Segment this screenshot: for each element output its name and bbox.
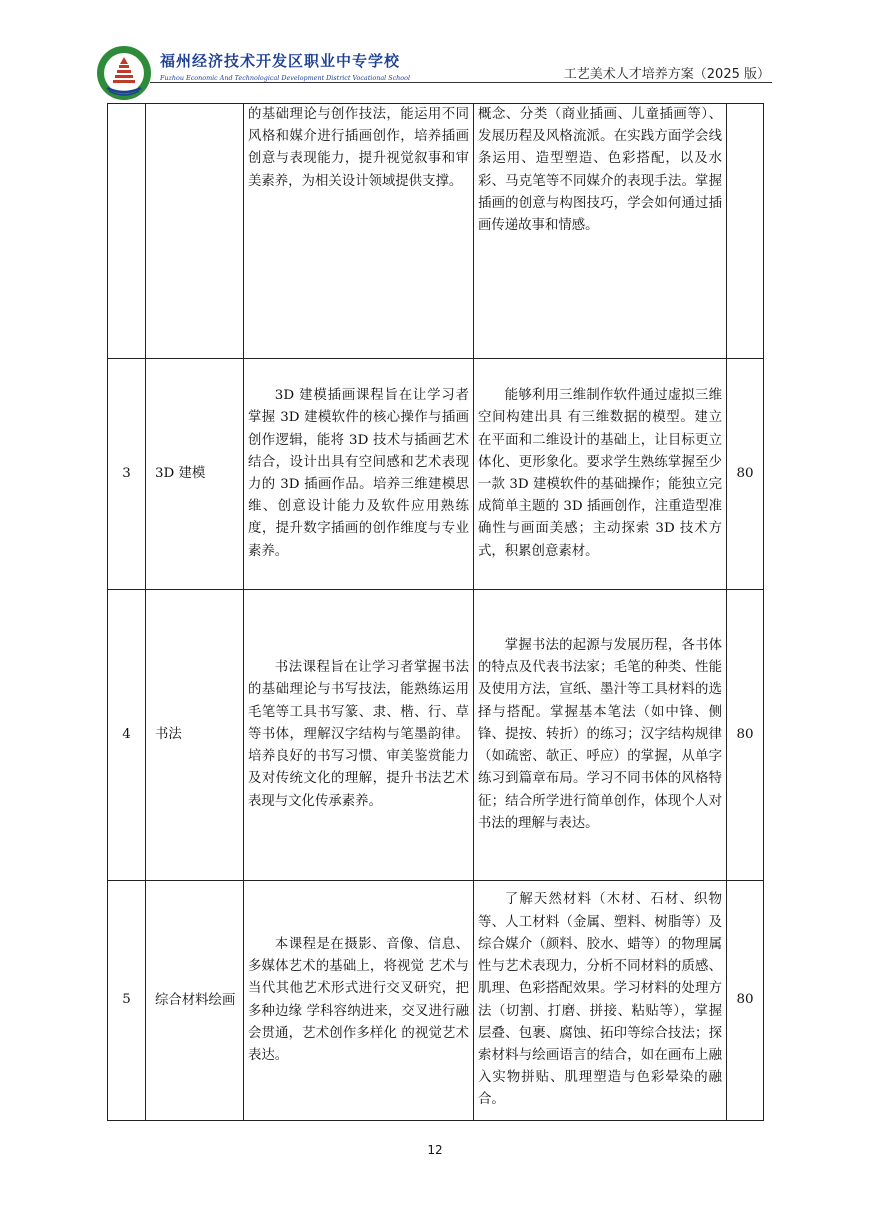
school-logo-icon (95, 44, 153, 102)
course-objective: 书法课程旨在让学习者掌握书法的基础理论与书写技法，能熟练运用毛笔等工具书写篆、隶、楷、行、草等书体，理解汉字结构与笔墨韵律。培养良好的书写习惯、审美鉴赏能力及对传统文化的理解，提升书法艺术表现与文化传承素养。 (244, 590, 474, 881)
table-row (108, 590, 764, 881)
course-hours (727, 104, 764, 359)
school-name-cn: 福州经济技术开发区职业中专学校 (160, 52, 401, 70)
page-header (0, 0, 870, 110)
header-divider (150, 82, 772, 83)
table-row (108, 359, 764, 590)
course-hours: 80 (727, 359, 764, 590)
table-row (108, 104, 764, 359)
course-number: 3 (108, 359, 146, 590)
course-name (146, 104, 244, 359)
course-hours: 80 (727, 881, 764, 1121)
course-number: 5 (108, 881, 146, 1121)
course-hours: 80 (727, 590, 764, 881)
course-number (108, 104, 146, 359)
course-objective: 本课程是在摄影、音像、信息、多媒体艺术的基础上，将视觉 艺术与当代其他艺术形式进行交叉研究，把多种边缘 学科容纳进来，交叉进行融会贯通，艺术创作多样化 的视觉艺术表达。 (244, 881, 474, 1121)
course-content: 掌握书法的起源与发展历程，各书体的特点及代表书法家；毛笔的种类、性能及使用方法，宣纸、墨汁等工具材料的选择与搭配。掌握基本笔法（如中锋、侧锋、提按、转折）的练习；汉字结构规律（如疏密、欹正、呼应）的掌握，从单字练习到篇章布局。学习不同书体的风格特征；结合所学进行简单创作，体现个人对书法的理解与表达。 (474, 590, 727, 881)
course-content: 了解天然材料（木材、石材、织物等、人工材料（金属、塑料、树脂等）及综合媒介（颜料、胶水、蜡等）的物理属性与艺术表现力，分析不同材料的质感、肌理、色彩搭配效果。学习材料的处理方法（切割、打磨、拼接、粘贴等），掌握层叠、包裹、腐蚀、拓印等综合技法；探索材料与绘画语言的结合，如在画布上融入实物拼贴、肌理塑造与色彩晕染的融合。 (474, 881, 727, 1121)
table-row (108, 881, 764, 1121)
document-title: 工艺美术人才培养方案（2025 版） (563, 67, 770, 82)
course-number: 4 (108, 590, 146, 881)
course-content: 能够利用三维制作软件通过虚拟三维空间构建出具 有三维数据的模型。建立在平面和二维设计的基础上，让目标更立体化、更形象化。要求学生熟练掌握至少一款 3D 建模软件的基础操作；能独立完成简单主题的 3D 插画创作，注重造型准确性与画面美感；主动探索 3D 技术方式，积累创意素材。 (474, 359, 727, 590)
course-objective: 的基础理论与创作技法，能运用不同风格和媒介进行插画创作，培养插画创意与表现能力，提升视觉叙事和审美素养，为相关设计领域提供支撑。 (244, 104, 474, 359)
course-name: 3D 建模 (146, 359, 244, 590)
course-objective: 3D 建模插画课程旨在让学习者掌握 3D 建模软件的核心操作与插画创作逻辑，能将 3D 技术与插画艺术结合，设计出具有空间感和艺术表现力的 3D 插画作品。培养三维建模思维、创意设计能力及软件应用熟练度，提升数字插画的创作维度与专业素养。 (244, 359, 474, 590)
course-name: 综合材料绘画 (146, 881, 244, 1121)
course-name: 书法 (146, 590, 244, 881)
course-content: 概念、分类（商业插画、儿童插画等）、发展历程及风格流派。在实践方面学会线条运用、造型塑造、色彩搭配，以及水彩、马克笔等不同媒介的表现手法。掌握插画的创意与构图技巧，学会如何通过插画传递故事和情感。 (474, 104, 727, 359)
course-table (107, 103, 764, 1121)
school-name-en: Fuzhou Economic And Technological Development District Vocational School (160, 74, 411, 82)
page-number: 12 (427, 1143, 443, 1157)
